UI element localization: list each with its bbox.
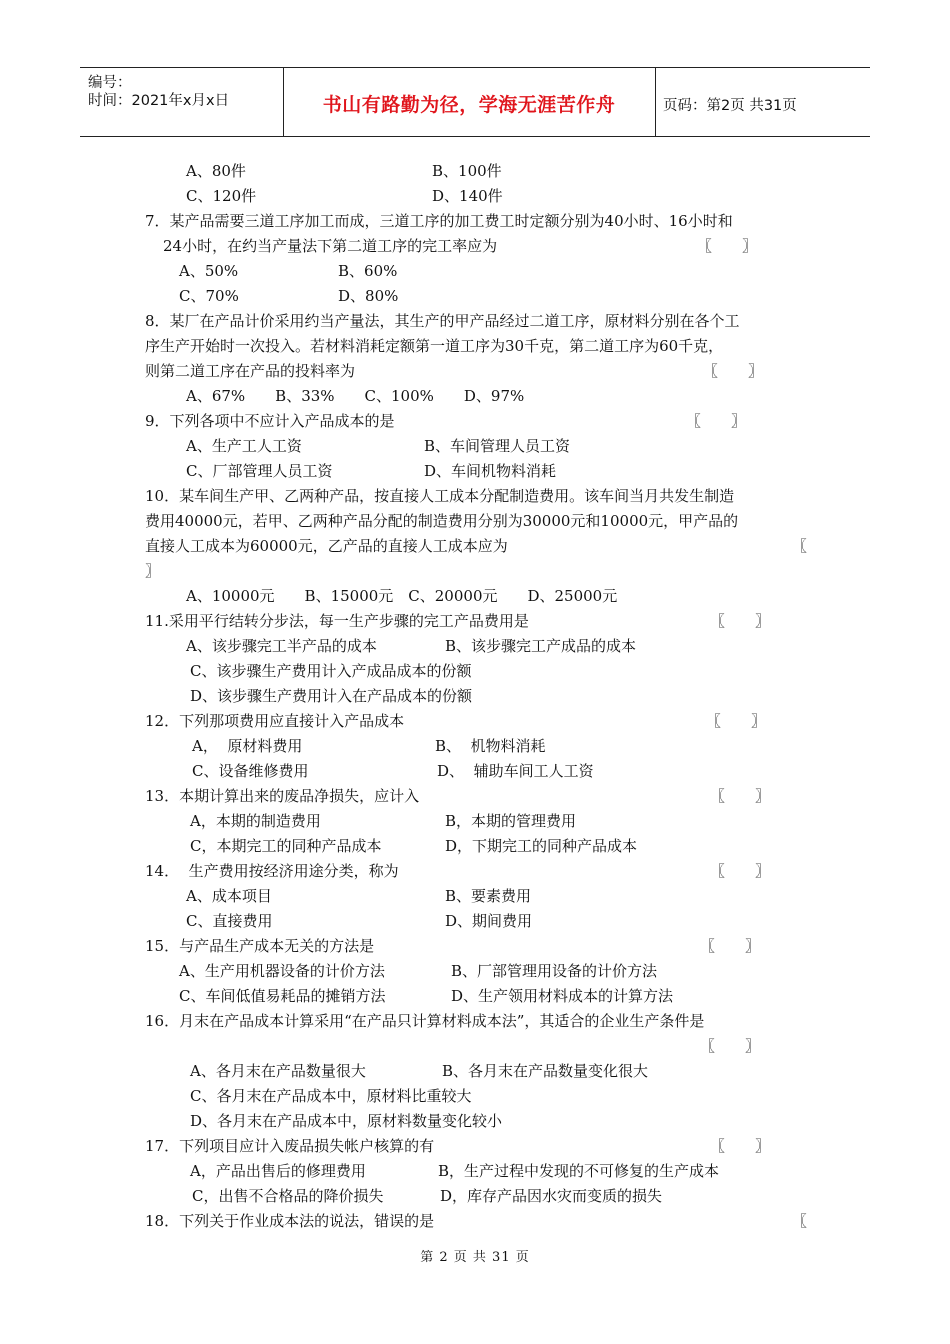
option-a: A，本期的制造费用 — [190, 812, 321, 830]
answer-bracket: 〖 〗 — [686, 412, 747, 430]
question-8-stem: 8．某厂在产品计价采用约当产量法，其生产的甲产品经过二道工序，原材料分别在各个工 — [145, 312, 740, 330]
option-b: B、各月末在产品数量变化很大 — [442, 1062, 649, 1080]
question-17-stem: 17．下列项目应计入废品损失帐户核算的有 — [145, 1137, 435, 1155]
question-13-stem: 13．本期计算出来的废品净损失，应计入 — [145, 787, 420, 805]
option-a: A、50% — [179, 262, 239, 280]
option-c: C、120件 — [186, 187, 257, 205]
date-label: 时间：2021年x月x日 — [88, 93, 230, 109]
option-a: A、成本项目 — [186, 887, 272, 905]
option-c: C、设备维修费用 — [192, 762, 309, 780]
option-b: B、100件 — [432, 162, 502, 180]
option-d: D、生产领用材料成本的计算方法 — [451, 987, 674, 1005]
option-c: C，出售不合格品的降价损失 — [192, 1187, 384, 1205]
answer-bracket-open: 〖 — [792, 537, 808, 555]
option-c: C、该步骤生产费用计入产成品成本的份额 — [190, 662, 472, 680]
option-b: B、 机物料消耗 — [435, 737, 546, 755]
option-d: D、车间机物料消耗 — [424, 462, 557, 480]
page-footer: 第 2 页 共 31 页 — [420, 1250, 530, 1265]
question-12-stem: 12．下列那项费用应直接计入产品成本 — [145, 712, 405, 730]
answer-bracket-close: 〗 — [145, 562, 161, 580]
option-d: D、80% — [338, 287, 399, 305]
question-8-stem-cont: 则第二道工序在产品的投料率为 — [145, 362, 356, 380]
option-b: B、车间管理人员工资 — [424, 437, 571, 455]
document-number-label: 编号： — [88, 75, 132, 91]
option-b: B、厂部管理用设备的计价方法 — [451, 962, 658, 980]
option-d: D、140件 — [432, 187, 503, 205]
option-a: A，产品出售后的修理费用 — [190, 1162, 366, 1180]
option-a: A、各月末在产品数量很大 — [190, 1062, 366, 1080]
question-11-stem: 11.采用平行结转分步法，每一生产步骤的完工产品费用是 — [145, 612, 529, 630]
option-b: B、要素费用 — [445, 887, 532, 905]
header-motto: 书山有路勤为径，学海无涯苦作舟 — [322, 94, 616, 116]
answer-bracket: 〖 〗 — [710, 862, 771, 880]
option-d: D、 辅助车间工人工资 — [437, 762, 594, 780]
option-c: C，本期完工的同种产品成本 — [190, 837, 382, 855]
option-d: D、该步骤生产费用计入在产品成本的份额 — [190, 687, 473, 705]
option-c: C、车间低值易耗品的摊销方法 — [179, 987, 386, 1005]
option-b: B，生产过程中发现的不可修复的生产成本 — [438, 1162, 720, 1180]
option-b: B，本期的管理费用 — [445, 812, 577, 830]
header-page-info: 页码：第2页 共31页 — [663, 98, 797, 114]
question-16-stem: 16．月末在产品成本计算采用“在产品只计算材料成本法”，其适合的企业生产条件是 — [145, 1012, 705, 1030]
question-18-stem: 18．下列关于作业成本法的说法，错误的是 — [145, 1212, 435, 1230]
option-d: D，下期完工的同种产品成本 — [445, 837, 638, 855]
question-7-stem: 7．某产品需要三道工序加工而成，三道工序的加工费工时定额分别为40小时、16小时和 — [145, 212, 733, 230]
question-10-options: A、10000元 B、15000元 C、20000元 D、25000元 — [186, 587, 618, 605]
question-10-stem-cont: 费用40000元，若甲、乙两种产品分配的制造费用分别为30000元和10000元，甲产品的 — [145, 512, 739, 530]
answer-bracket: 〖 〗 — [703, 362, 764, 380]
option-a: A， 原材料费用 — [192, 737, 303, 755]
answer-bracket: 〖 〗 — [700, 937, 761, 955]
answer-bracket: 〖 〗 — [710, 1137, 771, 1155]
question-9-stem: 9．下列各项中不应计入产品成本的是 — [145, 412, 395, 430]
option-c: C、厂部管理人员工资 — [186, 462, 333, 480]
option-c: C、直接费用 — [186, 912, 273, 930]
answer-bracket-open: 〖 — [792, 1212, 808, 1230]
answer-bracket: 〖 〗 — [697, 237, 758, 255]
option-d: D，库存产品因水灾而变质的损失 — [440, 1187, 663, 1205]
question-10-stem: 10．某车间生产甲、乙两种产品，按直接人工成本分配制造费用。该车间当月共发生制造 — [145, 487, 735, 505]
question-10-stem-cont: 直接人工成本为60000元，乙产品的直接人工成本应为 — [145, 537, 508, 555]
question-7-stem-cont: 24小时，在约当产量法下第二道工序的完工率应为 — [163, 237, 498, 255]
option-a: A、生产用机器设备的计价方法 — [179, 962, 385, 980]
option-d: D、各月末在产品成本中，原材料数量变化较小 — [190, 1112, 503, 1130]
option-a: A、该步骤完工半产品的成本 — [186, 637, 377, 655]
option-a: A、80件 — [186, 162, 246, 180]
header-divider — [283, 68, 284, 136]
option-d: D、期间费用 — [445, 912, 533, 930]
option-b: B、60% — [338, 262, 398, 280]
option-c: C、各月末在产品成本中，原材料比重较大 — [190, 1087, 472, 1105]
question-15-stem: 15．与产品生产成本无关的方法是 — [145, 937, 375, 955]
question-8-options: A、67% B、33% C、100% D、97% — [186, 387, 525, 405]
answer-bracket: 〖 〗 — [710, 787, 771, 805]
option-c: C、70% — [179, 287, 239, 305]
option-a: A、生产工人工资 — [186, 437, 302, 455]
option-b: B、该步骤完工产成品的成本 — [445, 637, 637, 655]
answer-bracket: 〖 〗 — [710, 612, 771, 630]
question-8-stem-cont: 序生产开始时一次投入。若材料消耗定额第一道工序为30千克，第二道工序为60千克， — [145, 337, 724, 355]
answer-bracket: 〖 〗 — [706, 712, 767, 730]
header-divider — [655, 68, 656, 136]
page-header — [80, 67, 870, 137]
answer-bracket: 〖 〗 — [700, 1037, 761, 1055]
question-14-stem: 14． 生产费用按经济用途分类，称为 — [145, 862, 399, 880]
